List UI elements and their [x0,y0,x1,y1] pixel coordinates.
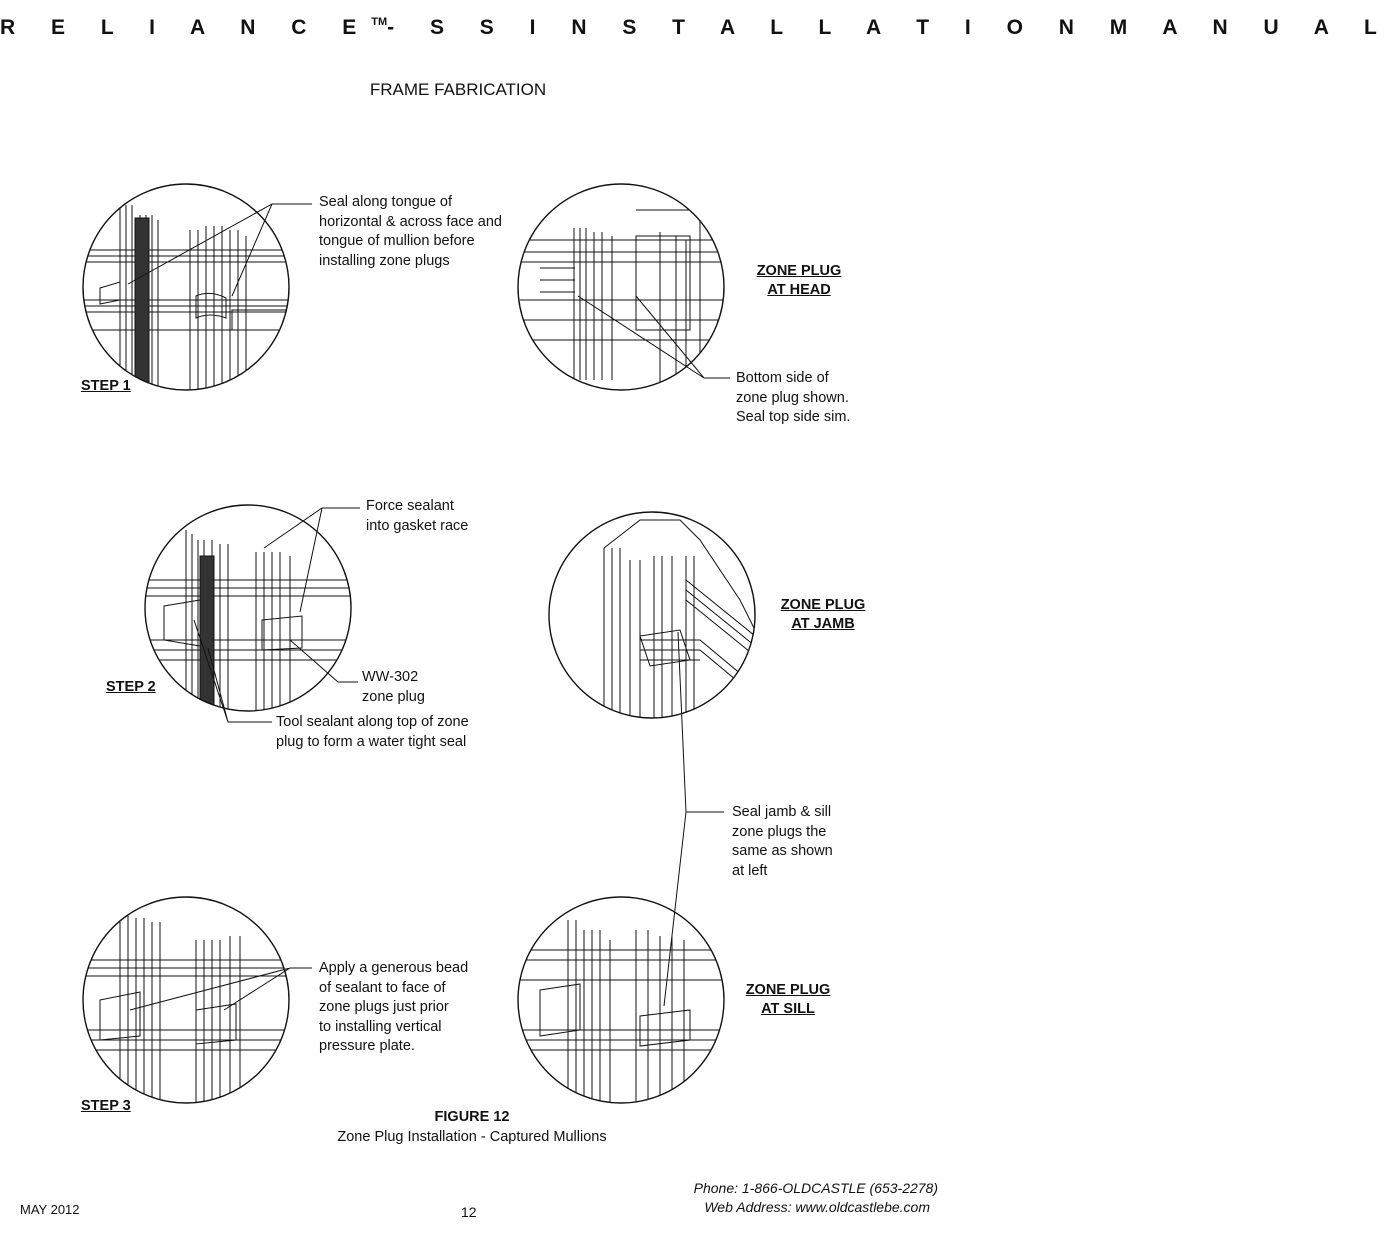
footer-web-address: Web Address: www.oldcastlebe.com [704,1199,930,1215]
zone-jamb-line1: ZONE PLUG [780,597,866,613]
step2-label: STEP 2 [106,679,156,695]
step2-part-note: WW-302 zone plug [362,669,425,705]
step2-detail-view [140,505,360,720]
step3-note: Apply a generous bead of sealant to face of zone plugs just prior to installing vertical pressure plate. [319,960,469,1054]
figure-number: FIGURE 12 [434,1109,510,1125]
step2-tool-note: Tool sealant along top of zone plug to form a water tight seal [276,714,469,750]
jamb-sill-note: Seal jamb & sill zone plugs the same as shown at left [732,804,833,879]
footer-date: MAY 2012 [20,1202,80,1217]
page-number: 12 [461,1204,477,1220]
zone-head-line2: AT HEAD [767,282,831,298]
step1-seal-note: Seal along tongue of horizontal & across face and tongue of mullion before installing zone plugs [319,194,502,269]
sill-detail-view [518,897,730,1110]
step3-label: STEP 3 [81,1098,131,1114]
figure-caption: Zone Plug Installation - Captured Mullions [337,1129,607,1145]
section-title: FRAME FABRICATION [369,80,547,99]
zone-sill-line2: AT SILL [761,1001,815,1017]
zone-sill-line1: ZONE PLUG [745,982,831,998]
footer-phone: Phone: 1-866-OLDCASTLE (653-2278) [693,1180,938,1196]
head-detail-view [518,184,730,390]
header-title-part1: R E L I A N C E [0,16,372,39]
zone-head-line1: ZONE PLUG [756,263,842,279]
jamb-detail-view [549,512,760,720]
step3-detail-view [80,897,300,1110]
zone-jamb-line2: AT JAMB [791,616,855,632]
trademark-mark: TM [371,16,388,28]
header-title-part2: - S S I N S T A L L A T I O N M A N U A L [387,16,1392,39]
zone-plug-sill-label [728,981,848,1019]
step1-label: STEP 1 [81,378,131,394]
zone-plug-head-label [739,262,859,300]
step2-force-note: Force sealant into gasket race [366,498,469,534]
head-bottom-note: Bottom side of zone plug shown. Seal top side sim. [736,370,851,425]
zone-plug-jamb-label [763,596,883,634]
